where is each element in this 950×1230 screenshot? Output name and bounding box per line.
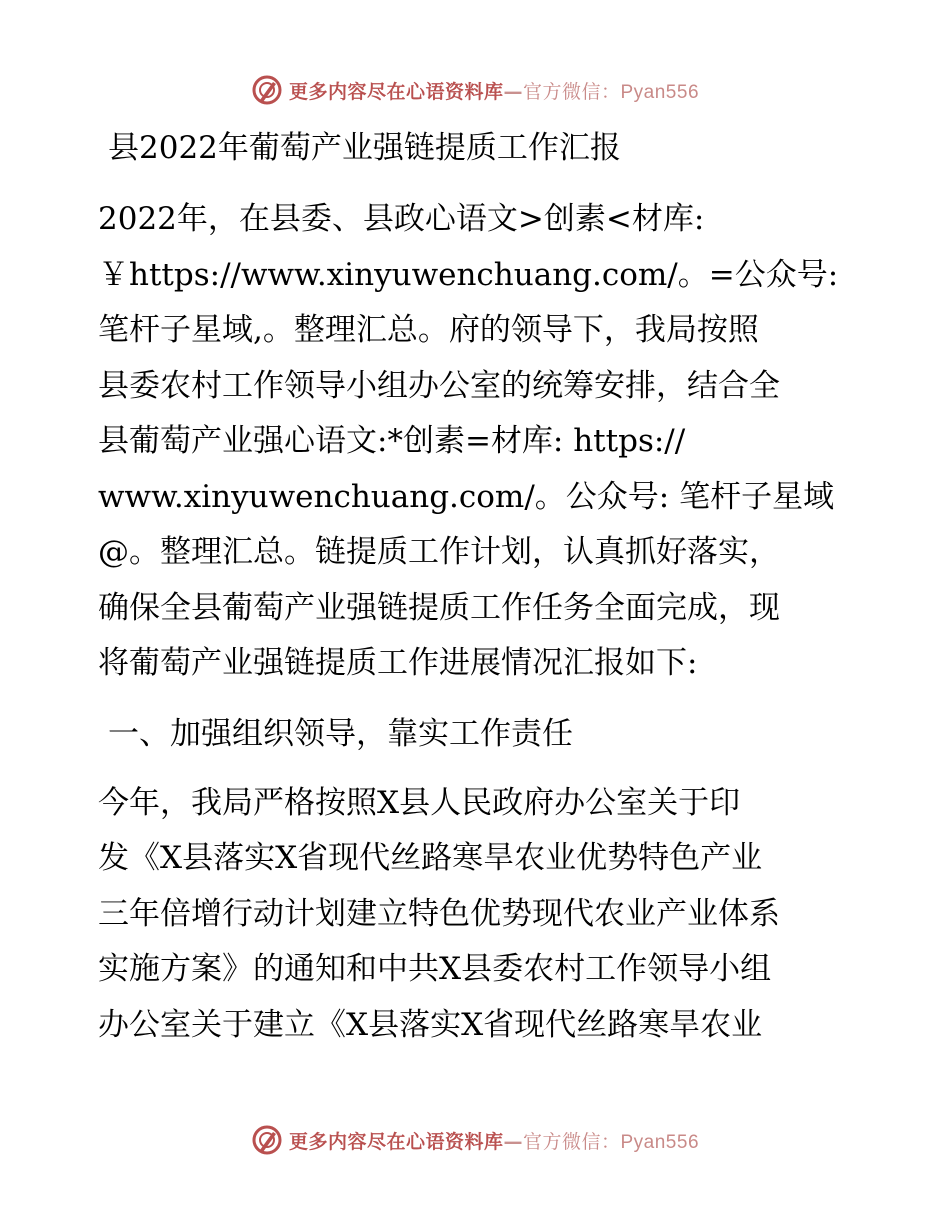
intro-paragraph: [98, 192, 858, 692]
paragraph-line: 县葡萄产业强心语文:*创素=材库: https://: [98, 423, 686, 459]
header-watermark: [0, 70, 950, 110]
paragraph-line: 县委农村工作领导小组办公室的统筹安排，结合全: [98, 367, 780, 404]
watermark-dash: —: [503, 1130, 523, 1153]
watermark-dash: —: [503, 80, 523, 103]
paragraph-line: 实施方案》的通知和中共X县委农村工作领导小组: [98, 951, 772, 987]
watermark-site-text: 更多内容尽在心语资料库: [288, 80, 504, 103]
section-heading-1: 一、加强组织领导，靠实工作责任: [108, 715, 573, 752]
paragraph-line: ￥https://www.xinyuwenchuang.com/。=公众号:: [98, 256, 839, 293]
document-title: 县2022年葡萄产业强链提质工作汇报: [108, 130, 621, 166]
quill-logo-icon: [251, 1124, 283, 1156]
watermark-wechat-label: 官方微信：: [522, 1130, 621, 1153]
paragraph-line: 将葡萄产业强链提质工作进展情况汇报如下:: [98, 645, 698, 681]
paragraph-line: 2022年，在县委、县政心语文>创素<材库:: [98, 201, 705, 237]
watermark-wechat-id: Pyan556: [620, 1131, 700, 1153]
paragraph-line: www.xinyuwenchuang.com/。公众号: 笔杆子星域: [98, 478, 835, 515]
paragraph-line: 笔杆子星域,。整理汇总。府的领导下，我局按照: [98, 312, 759, 348]
quill-logo-icon: [251, 74, 283, 106]
paragraph-line: 发《X县落实X省现代丝路寒旱农业优势特色产业: [98, 840, 763, 876]
paragraph-line: @。整理汇总。链提质工作计划，认真抓好落实，: [98, 534, 780, 570]
document-body: [98, 124, 858, 1053]
paragraph-line: 今年，我局严格按照X县人民政府办公室关于印: [98, 784, 741, 821]
watermark-wechat-id: Pyan556: [620, 81, 700, 103]
footer-watermark: [0, 1120, 950, 1160]
paragraph-line: 三年倍增行动计划建立特色优势现代农业产业体系: [98, 895, 780, 932]
watermark-wechat-label: 官方微信：: [522, 80, 621, 103]
section-1-paragraph: [98, 776, 858, 1054]
paragraph-line: 办公室关于建立《X县落实X省现代丝路寒旱农业: [98, 1006, 763, 1043]
paragraph-line: 确保全县葡萄产业强链提质工作任务全面完成，现: [98, 589, 780, 626]
watermark-site-text: 更多内容尽在心语资料库: [288, 1130, 504, 1153]
